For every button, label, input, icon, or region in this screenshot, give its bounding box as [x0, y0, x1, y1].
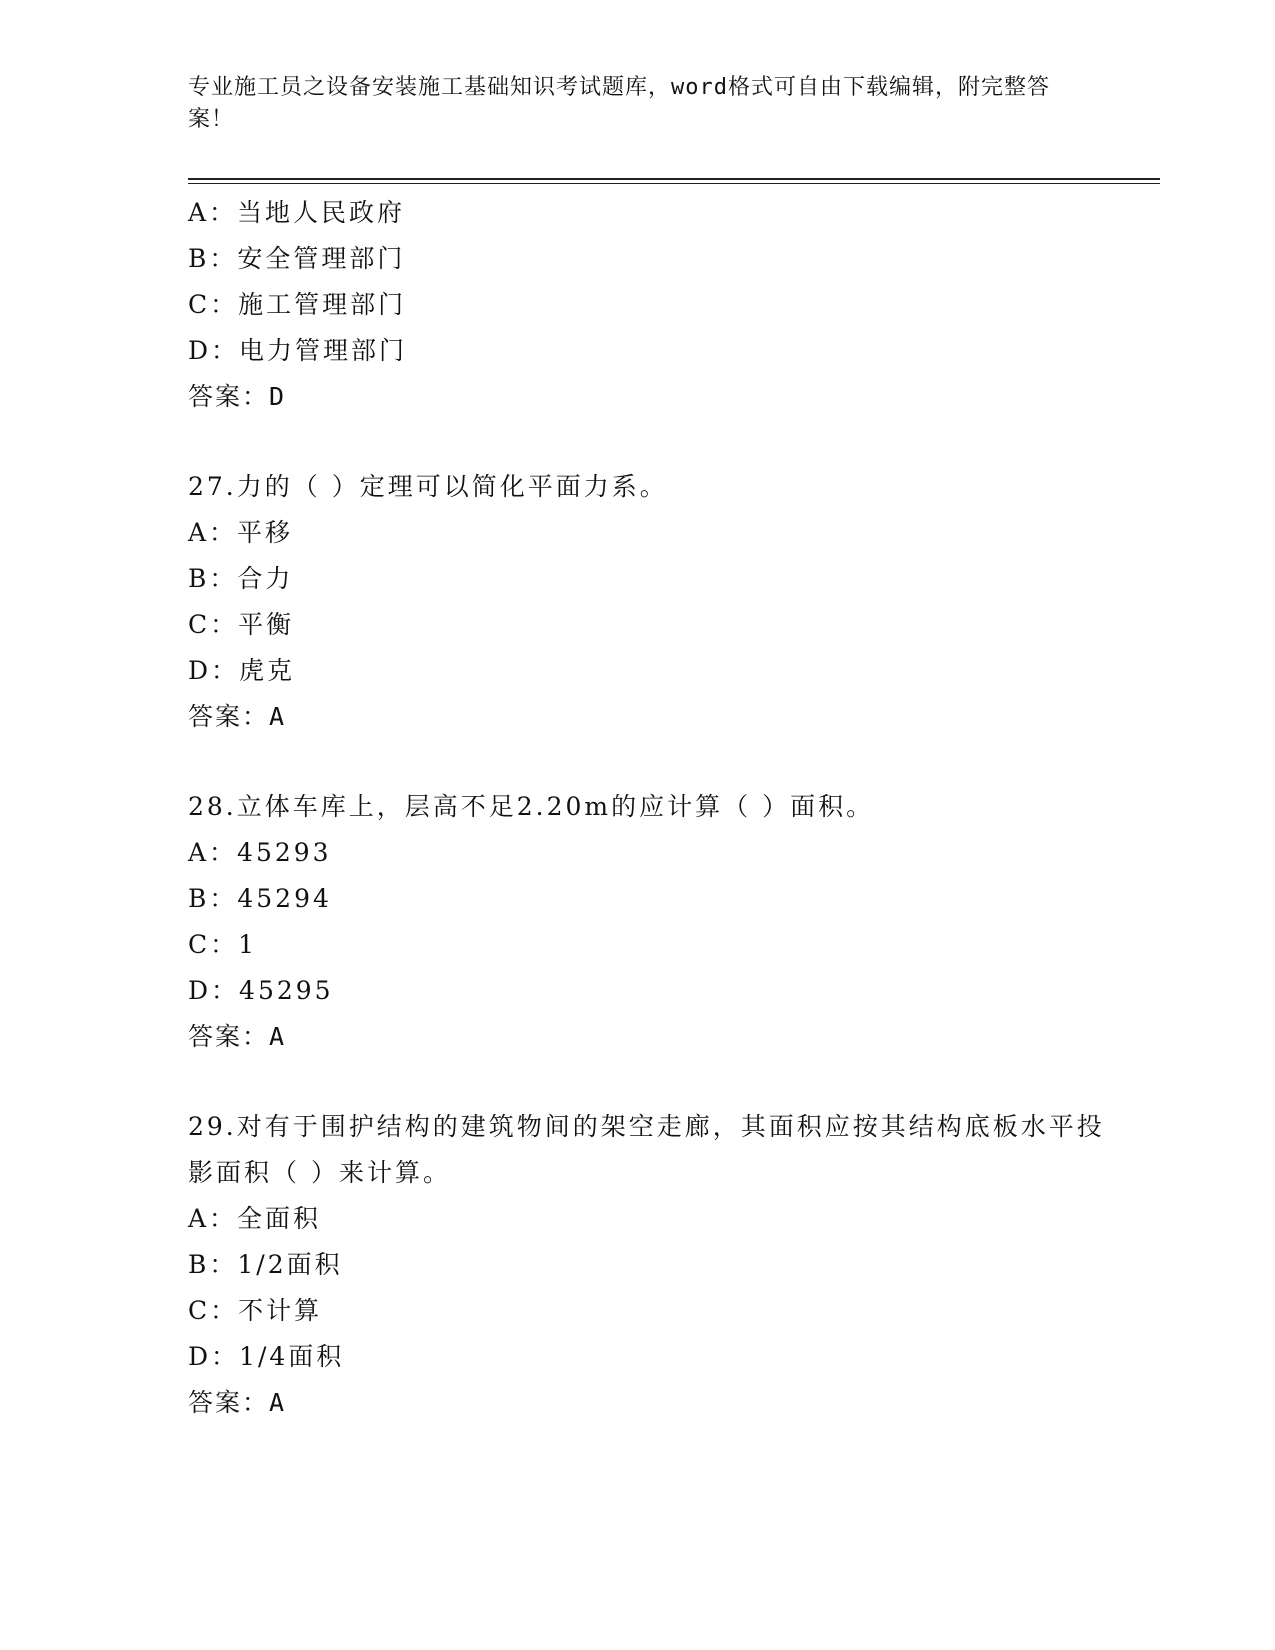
question-block-26 — [188, 190, 1128, 420]
question-block-29 — [188, 1104, 1128, 1426]
answer-line: 答案：D — [188, 382, 287, 411]
option-c: C：平衡 — [188, 610, 295, 639]
option-d: D：虎克 — [188, 656, 296, 685]
option-b: B：45294 — [188, 884, 332, 913]
header-divider-thick — [188, 178, 1160, 180]
answer-line: 答案：A — [188, 1388, 287, 1417]
option-c: C：1 — [188, 930, 258, 959]
question-block-27 — [188, 464, 1128, 740]
option-a: A：平移 — [188, 518, 294, 547]
header-divider-thin — [188, 183, 1160, 184]
option-d: D：电力管理部门 — [188, 336, 408, 365]
option-d: D：1/4面积 — [188, 1342, 345, 1371]
document-body — [188, 190, 1128, 1426]
option-b: B：安全管理部门 — [188, 244, 406, 273]
option-c: C：施工管理部门 — [188, 290, 407, 319]
option-a: A：当地人民政府 — [188, 198, 406, 227]
option-b: B：1/2面积 — [188, 1250, 343, 1279]
question-block-28 — [188, 784, 1128, 1060]
question-stem: 28.立体车库上，层高不足2.20m的应计算（ ）面积。 — [188, 792, 875, 821]
option-c: C：不计算 — [188, 1296, 323, 1325]
question-stem: 29.对有于围护结构的建筑物间的架空走廊，其面积应按其结构底板水平投影面积（ ）来计算。 — [188, 1112, 1105, 1187]
option-b: B：合力 — [188, 564, 294, 593]
document-header: 专业施工员之设备安装施工基础知识考试题库，word格式可自由下载编辑，附完整答案！ — [188, 75, 1050, 132]
answer-line: 答案：A — [188, 702, 287, 731]
option-d: D：45295 — [188, 976, 334, 1005]
answer-line: 答案：A — [188, 1022, 287, 1051]
option-a: A：全面积 — [188, 1204, 322, 1233]
option-a: A：45293 — [188, 838, 332, 867]
question-stem: 27.力的（ ）定理可以简化平面力系。 — [188, 472, 668, 501]
